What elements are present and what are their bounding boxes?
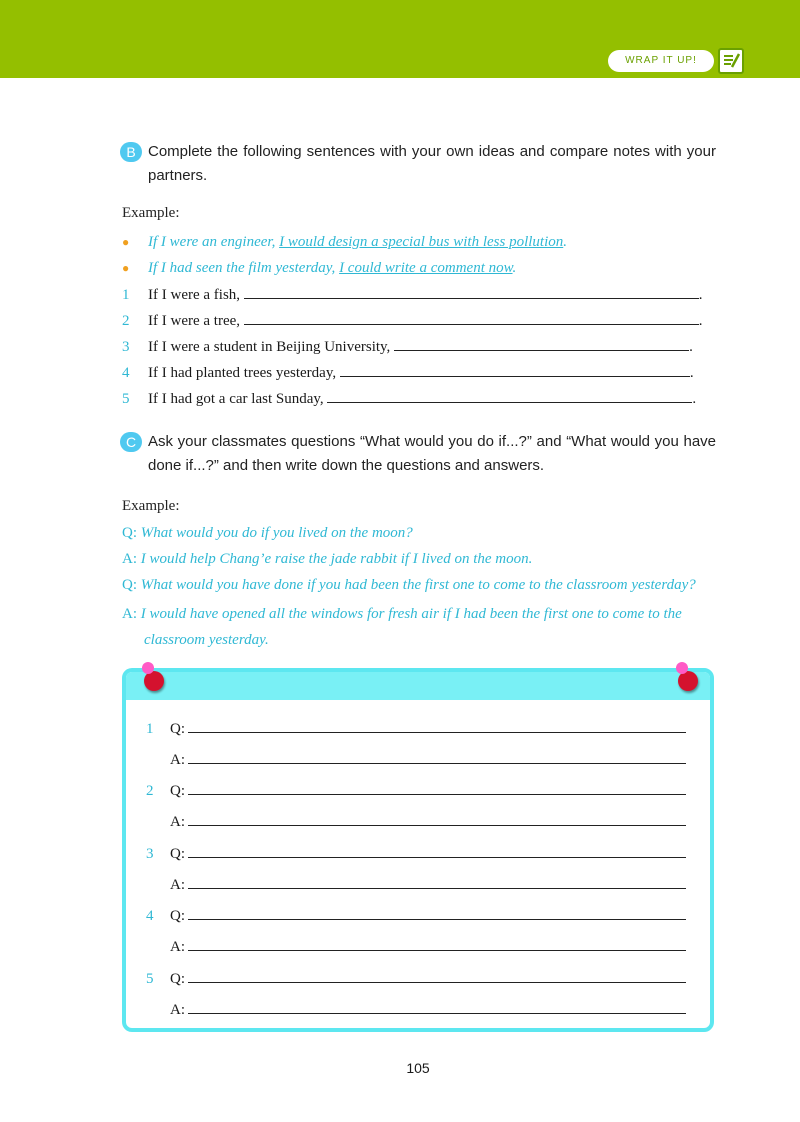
section-b-example-label: Example: <box>122 205 180 221</box>
question-blank[interactable] <box>188 780 686 795</box>
answer-blank[interactable] <box>188 749 686 764</box>
answer-blank[interactable] <box>244 286 699 299</box>
question-blank[interactable] <box>188 718 686 733</box>
answer-blank[interactable] <box>244 312 699 325</box>
answer-blank[interactable] <box>340 364 690 377</box>
example-sentence: ● If I were an engineer, I would design a special bus with less pollution. <box>122 234 567 250</box>
pushpin-icon <box>678 671 698 691</box>
qa-row-answer: A: <box>146 999 688 1020</box>
answer-box-header <box>126 672 710 700</box>
example-qa: A: I would help Chang’e raise the jade rabbit if I lived on the moon. <box>122 551 533 567</box>
answer-blank[interactable] <box>394 338 689 351</box>
sentence-item: 4 If I had planted trees yesterday, . <box>122 365 694 381</box>
qa-row-question: 2 Q: <box>146 780 688 801</box>
page-number: 105 <box>406 1060 430 1076</box>
sentence-item: 5 If I had got a car last Sunday, . <box>122 391 697 407</box>
section-c-letter: C <box>120 432 142 452</box>
example-qa: Q: What would you do if you lived on the moon? <box>122 525 413 541</box>
pushpin-head-icon <box>142 662 154 674</box>
qa-row-answer: A: <box>146 936 688 957</box>
qa-row-question: 3 Q: <box>146 843 688 864</box>
wrap-it-up-badge: WRAP IT UP! <box>608 50 714 72</box>
answer-blank[interactable] <box>188 999 686 1014</box>
example-sentence: ● If I had seen the film yesterday, I could write a comment now. <box>122 260 517 276</box>
section-b-letter: B <box>120 142 142 162</box>
sentence-item: 1 If I were a fish, . <box>122 287 703 303</box>
qa-row-question: 4 Q: <box>146 905 688 926</box>
section-c-instruction: C Ask your classmates questions “What would you do if...?” and “What would you have done if...?” and then write down the questions and answers. <box>120 430 716 478</box>
question-blank[interactable] <box>188 968 686 983</box>
sentence-item: 3 If I were a student in Beijing University, . <box>122 339 693 355</box>
question-blank[interactable] <box>188 905 686 920</box>
qa-row-answer: A: <box>146 749 688 770</box>
qa-row-answer: A: <box>146 874 688 895</box>
example-qa: Q: What would you have done if you had been the first one to come to the classroom yesterday? <box>122 577 696 593</box>
pushpin-icon <box>144 671 164 691</box>
qa-row-question: 1 Q: <box>146 718 688 739</box>
answer-blank[interactable] <box>188 811 686 826</box>
answer-blank[interactable] <box>188 874 686 889</box>
answer-blank[interactable] <box>327 390 692 403</box>
question-blank[interactable] <box>188 843 686 858</box>
qa-row-answer: A: <box>146 811 688 832</box>
answer-blank[interactable] <box>188 936 686 951</box>
section-c-example-label: Example: <box>122 498 180 514</box>
section-b-instruction: B Complete the following sentences with your own ideas and compare notes with your partners. <box>120 140 716 188</box>
qa-row-question: 5 Q: <box>146 968 688 989</box>
checklist-pencil-icon <box>718 48 744 74</box>
example-qa: A: I would have opened all the windows for fresh air if I had been the first one to come to the classroom yesterday. <box>122 606 682 648</box>
pushpin-head-icon <box>676 662 688 674</box>
sentence-item: 2 If I were a tree, . <box>122 313 703 329</box>
